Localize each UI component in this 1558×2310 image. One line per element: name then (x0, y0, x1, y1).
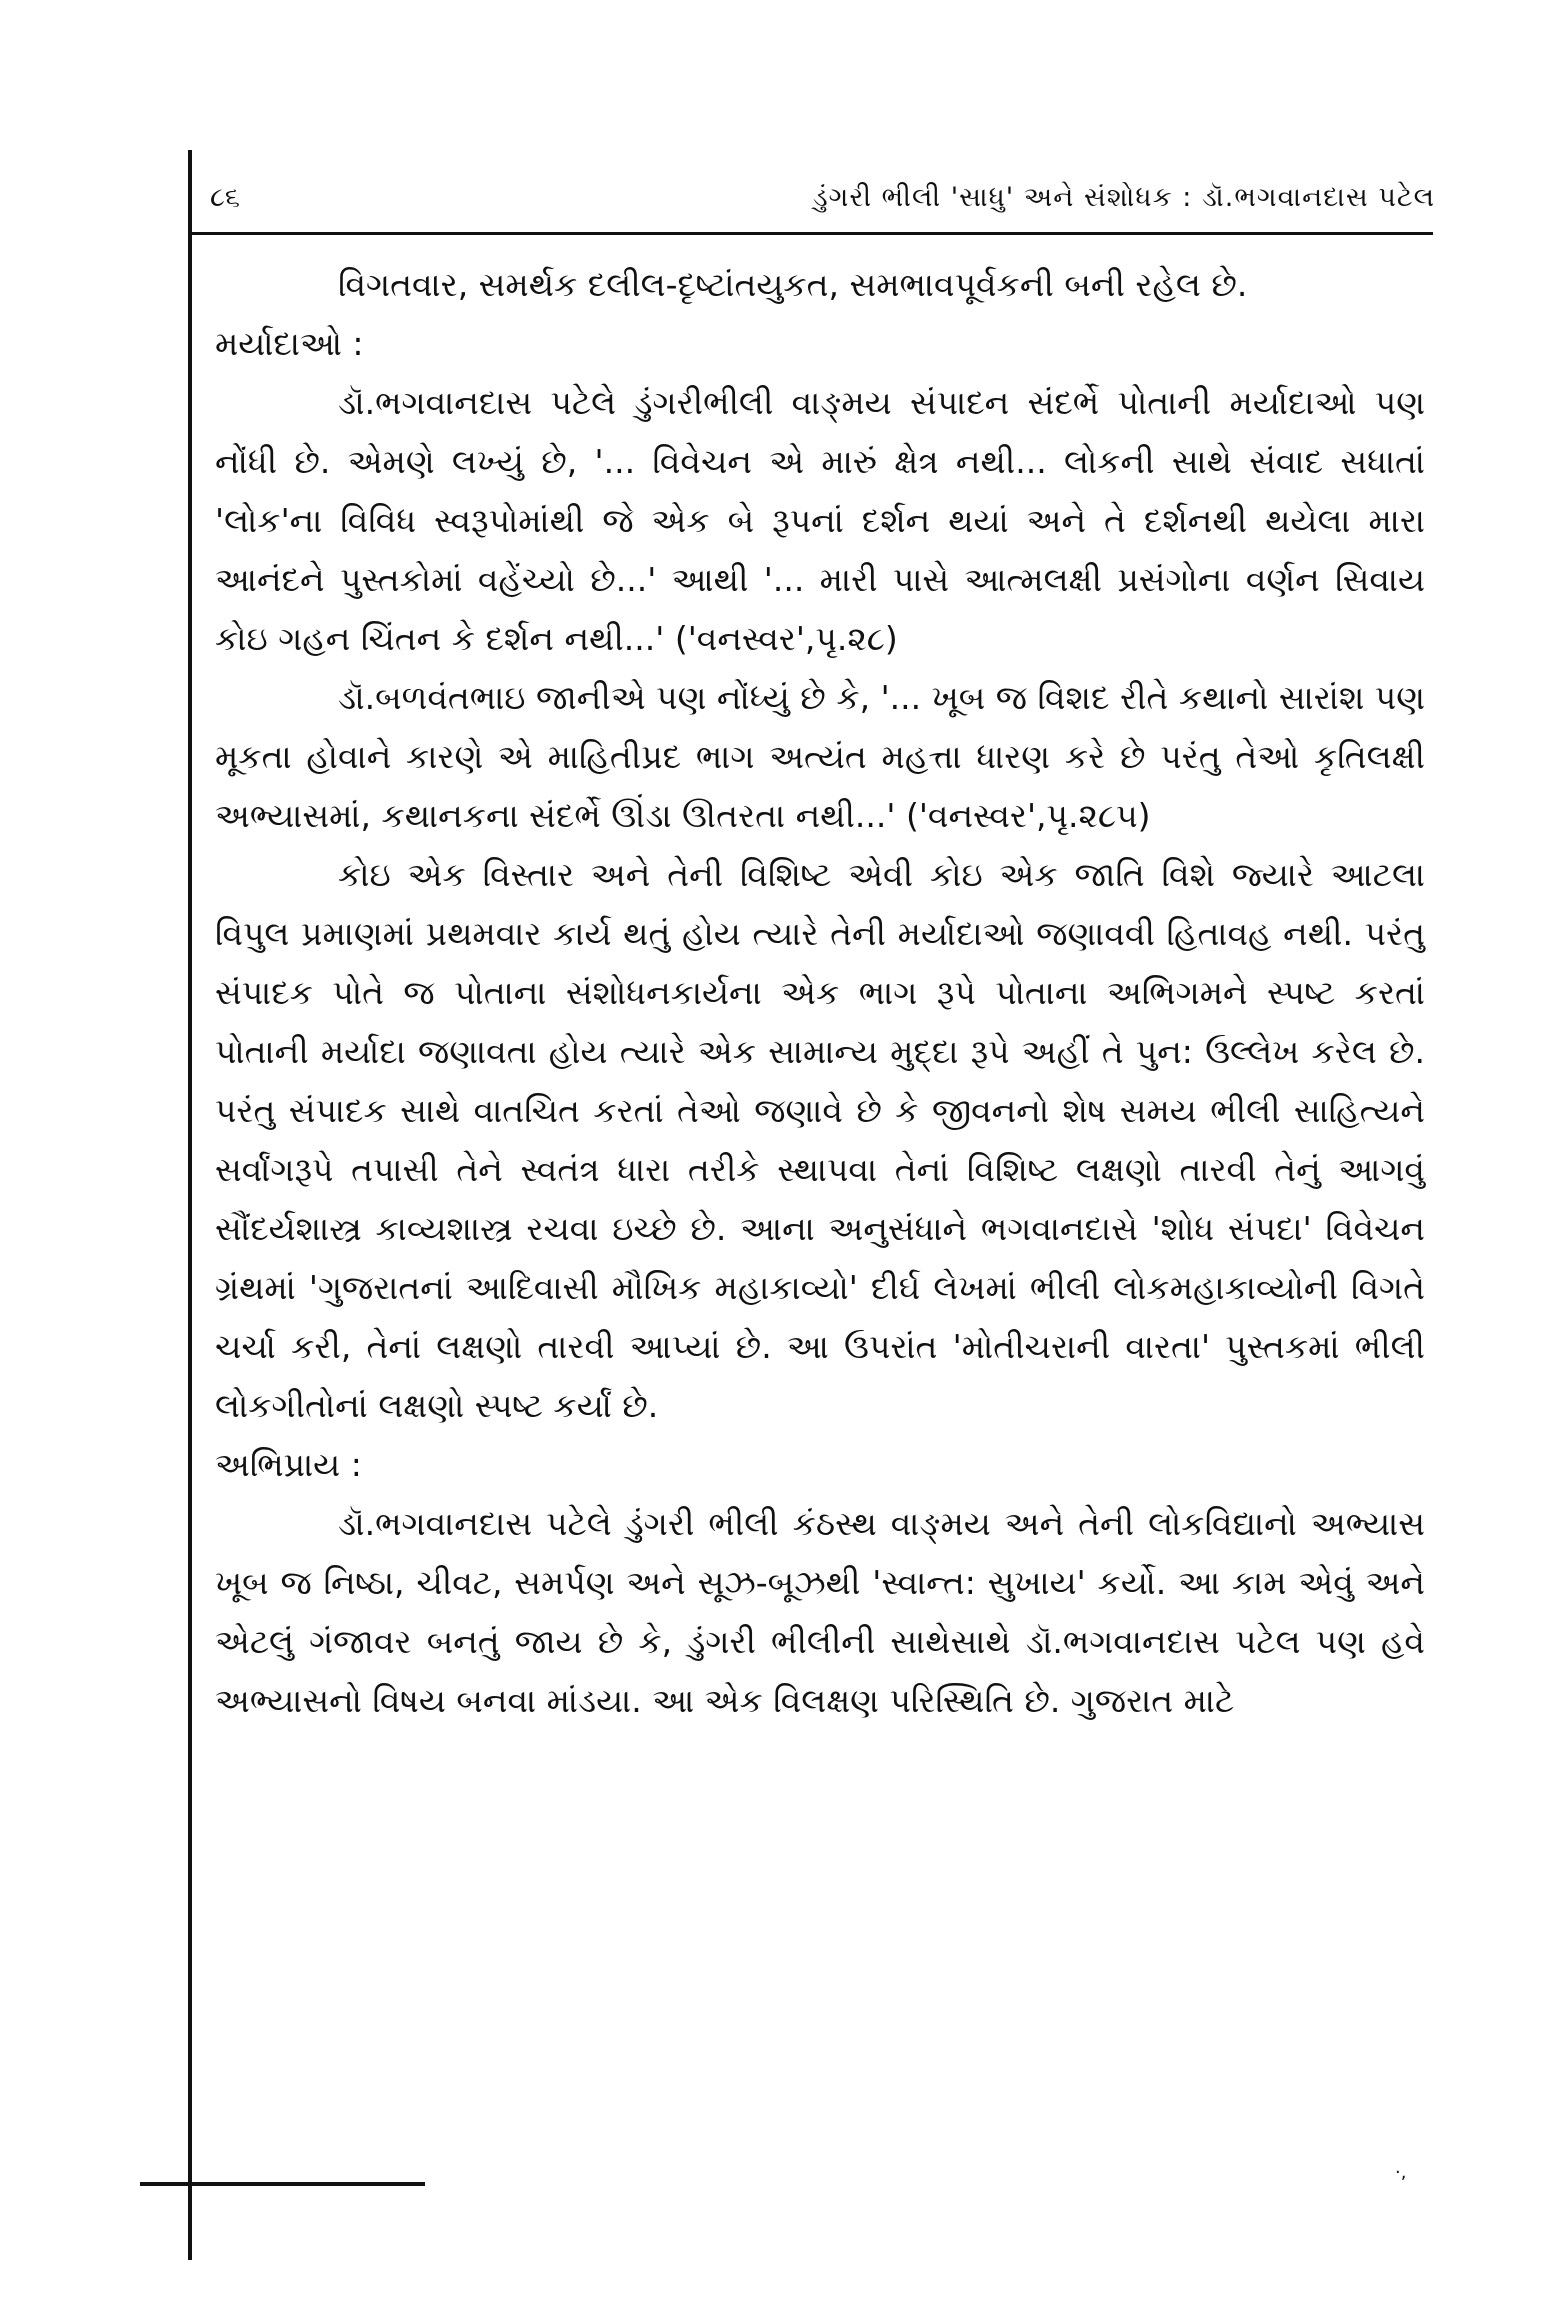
paragraph: ડૉ.બળવંતભાઇ જાનીએ પણ નોંધ્યું છે કે, '... ખૂબ જ વિશદ રીતે કથાનો સારાંશ પણ મૂકતા હોવાને કારણે એ માહિતીપ્રદ ભાગ અત્યંત મહત્તા ધારણ કરે છે પરંતુ તેઓ કૃતિલક્ષી અભ્યાસમાં, કથાનકના સંદર્ભે ઊંડા ઊતરતા નથી...' ('વનસ્વર',પૃ.૨૮૫) (215, 678, 1425, 835)
paragraph: ડૉ.ભગવાનદાસ પટેલે ડુંગરીભીલી વાઙ્મય સંપાદન સંદર્ભે પોતાની મર્યાદાઓ પણ નોંધી છે. એમણે લખ્યું છે, '... વિવેચન એ મારું ક્ષેત્ર નથી... લોકની સાથે સંવાદ સધાતાં 'લોક'ના વિવિધ સ્વરૂપોમાંથી જે એક બે રૂપનાં દર્શન થયાં અને તે દર્શનથી થયેલા મારા આનંદને પુસ્તકોમાં વહેંચ્યો છે...' આથી '... મારી પાસે આત્મલક્ષી પ્રસંગોના વર્ણન સિવાય કોઇ ગહન ચિંતન કે દર્શન નથી...' ('વનસ્વર',પૃ.૨૮) (215, 383, 1425, 658)
running-header (210, 182, 1435, 222)
left-margin-rule (188, 150, 192, 2260)
paragraph-continuation: વિગતવાર, સમર્થક દલીલ-દૃષ્ટાંતયુકત, સમભાવપૂર્વકની બની રહેલ છે. (338, 265, 1248, 304)
section-heading-limitations: મર્યાદાઓ : (215, 324, 364, 363)
paragraph: કોઇ એક વિસ્તાર અને તેની વિશિષ્ટ એવી કોઇ એક જાતિ વિશે જ્યારે આટલા વિપુલ પ્રમાણમાં પ્રથમવાર કાર્ય થતું હોય ત્યારે તેની મર્યાદાઓ જણાવવી હિતાવહ નથી. પરંતુ સંપાદક પોતે જ પોતાના સંશોધનકાર્યના એક ભાગ રૂપે પોતાના અભિગમને સ્પષ્ટ કરતાં પોતાની મર્યાદા જણાવતા હોય ત્યારે એક સામાન્ય મુદ્દા રૂપે અહીં તે પુન: ઉલ્લેખ કરેલ છે. પરંતુ સંપાદક સાથે વાતચિત કરતાં તેઓ જણાવે છે કે જીવનનો શેષ સમય ભીલી સાહિત્યને સર્વાંગરૂપે તપાસી તેને સ્વતંત્ર ધારા તરીકે સ્થાપવા તેનાં વિશિષ્ટ લક્ષણો તારવી તેનું આગવું સૌંદર્યશાસ્ત્ર કાવ્યશાસ્ત્ર રચવા ઇચ્છે છે. આના અનુસંધાને ભગવાનદાસે 'શોધ સંપદા' વિવેચન ગ્રંથમાં 'ગુજરાતનાં આદિવાસી મૌખિક મહાકાવ્યો' દીર્ઘ લેખમાં ભીલી લોકમહાકાવ્યોની વિગતે ચર્ચા કરી, તેનાં લક્ષણો તારવી આપ્યાં છે. આ ઉપરાંત 'મોતીચરાની વારતા' પુસ્તકમાં ભીલી લોકગીતોનાં લક્ષણો સ્પષ્ટ કર્યાં છે. (215, 855, 1425, 1425)
page-number: ૮૬ (210, 182, 240, 213)
footer-rule (140, 2182, 425, 2186)
footer-mark: ·, (1395, 2162, 1407, 2183)
paragraph: ડૉ.ભગવાનદાસ પટેલે ડુંગરી ભીલી કંઠસ્થ વાઙ્મય અને તેની લોકવિદ્યાનો અભ્યાસ ખૂબ જ નિષ્ઠા, ચીવટ, સમર્પણ અને સૂઝ-બૂઝથી 'સ્વાન્ત: સુખાય' કર્યો. આ કામ એવું અને એટલું ગંજાવર બનતું જાય છે કે, ડુંગરી ભીલીની સાથેસાથે ડૉ.ભગવાનદાસ પટેલ પણ હવે અભ્યાસનો વિષય બનવા માંડયા. આ એક વિલક્ષણ પરિસ્થિતિ છે. ગુજરાત માટે (215, 1504, 1425, 1720)
header-rule (188, 232, 1433, 235)
body-text (215, 255, 1425, 1730)
running-title: ડુંગરી ભીલી 'સાધુ' અને સંશોધક : ડૉ.ભગવાનદાસ પટેલ (812, 182, 1435, 213)
section-heading-opinion: અભિપ્રાય : (215, 1445, 362, 1484)
